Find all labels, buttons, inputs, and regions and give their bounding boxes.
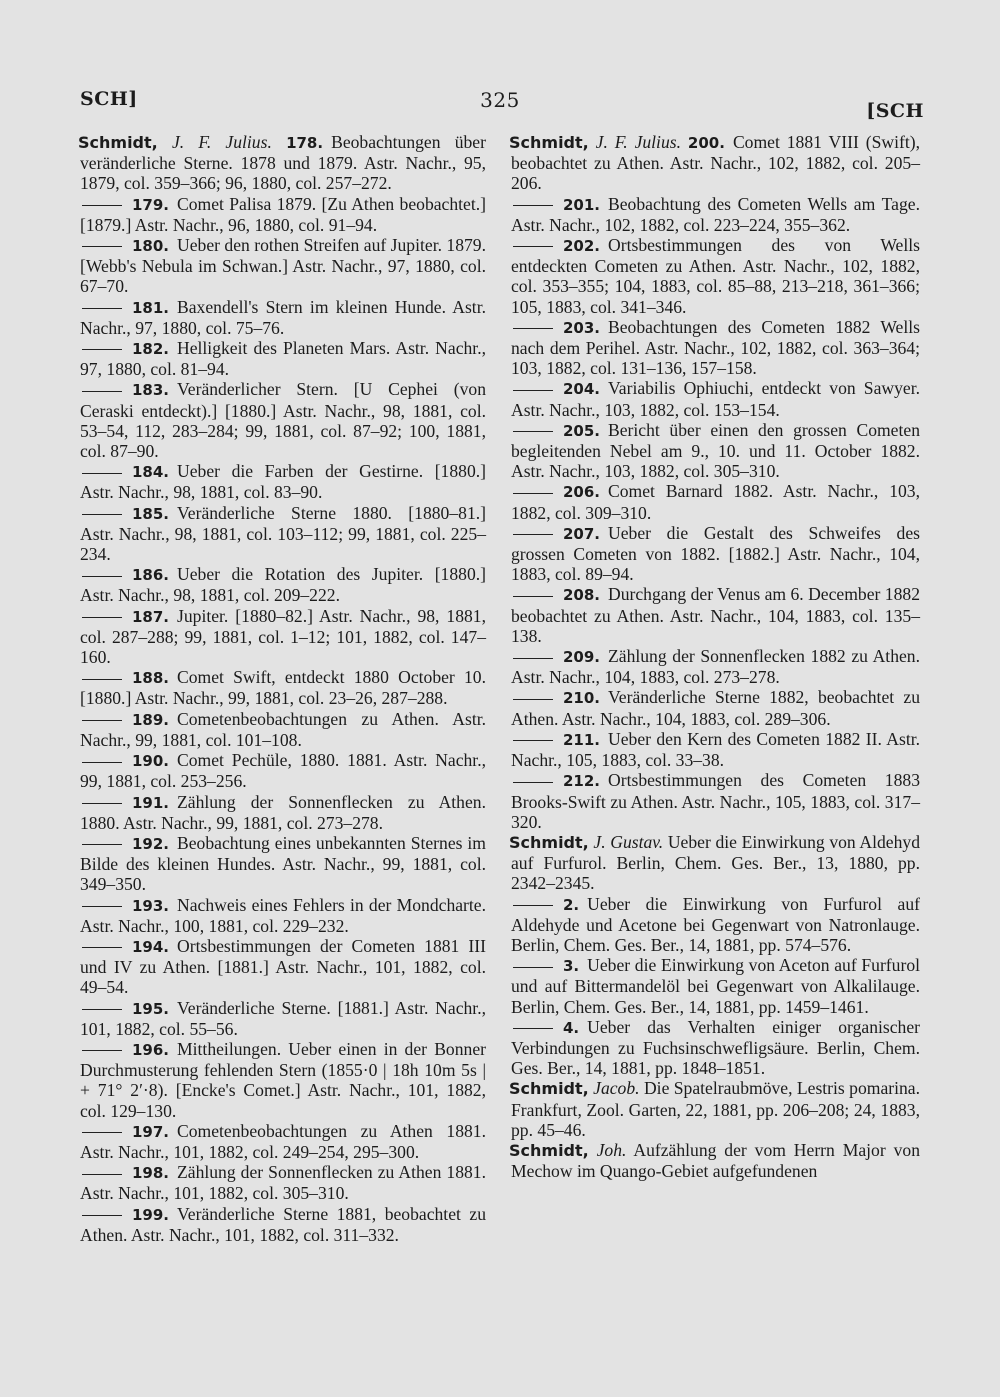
page-number: 325 [480,88,520,112]
entry-number: 197. [132,1122,170,1141]
entry-number: 208. [563,586,601,605]
bibliography-entry [80,1162,486,1203]
entry-text: Ueber die Farben der Gestirne. [1880.] Astr. Nachr., 98, 1881, col. 83–90. [80,461,486,503]
ditto-dash [82,1174,122,1175]
ditto-dash [82,617,122,618]
entry-text: Zählung der Sonnenflecken zu Athen 1881. Astr. Nachr., 101, 1882, col. 305–310. [80,1162,486,1204]
entry-number: 212. [563,772,601,791]
ditto-dash [82,246,122,247]
entry-text: Ortsbestimmungen des Cometen 1883 Brooks-Swift zu Athen. Astr. Nachr., 105, 1883, col. 317–320. [511,770,920,832]
entry-number: 210. [563,689,601,708]
bibliography-entry [80,379,486,461]
entry-number: 186. [132,566,170,585]
bibliography-entry [80,792,486,833]
entry-text: Ueber den rothen Streifen auf Jupiter. 1879. [Webb's Nebula im Schwan.] Astr. Nachr., 97, 1880, col. 67–70. [80,235,486,297]
bibliography-entry [80,709,486,750]
ditto-dash [82,1132,122,1133]
ditto-dash [513,390,553,391]
header-left: SCH] [80,88,138,110]
entry-text: Beobachtungen des Cometen 1882 Wells nach dem Perihel. Astr. Nachr., 102, 1882, col. 363–364; 103, 1882, col. 131–136, 157–158. [511,316,920,379]
ditto-dash [513,1028,553,1029]
bibliography-entry [511,420,920,482]
entry-number: 179. [132,195,170,214]
author-given-name: Jacob. [593,1078,640,1099]
entry-number: 209. [563,648,601,667]
ditto-dash [513,740,553,741]
entry-number: 3. [563,957,580,976]
entry-text: Cometenbeobachtungen zu Athen 1881. Astr. Nachr., 101, 1882, col. 249–254, 295–300. [80,1120,486,1162]
entry-number: 188. [132,669,170,688]
bibliography-entry [511,1140,920,1181]
bibliography-entry [511,955,920,1017]
entry-text: Jupiter. [1880–82.] Astr. Nachr., 98, 1881, col. 287–288; 99, 1881, col. 1–12; 101, 1882, col. 147–160. [80,605,486,668]
bibliography-entry [80,1204,486,1245]
bibliography-entry [511,584,920,646]
entry-number: 4. [563,1018,580,1037]
ditto-dash [82,720,122,721]
author-given-name: J. Gustav. [593,831,664,852]
entry-number: 202. [563,237,601,256]
entry-number: 184. [132,463,170,482]
entry-text: Veränderlicher Stern. [U Cephei (von Ceraski entdeckt).] [1880.] Astr. Nachr., 98, 1881, col. 53–54, 112, 283–284; 99, 1881, col. 87–92; 100, 1881, col. 87–90. [80,379,486,462]
entry-text: Variabilis Ophiuchi, entdeckt von Sawyer. Astr. Nachr., 103, 1882, col. 153–154. [511,378,920,420]
entry-number: 206. [563,483,601,502]
entry-number: 2. [563,895,580,914]
entry-text: Baxendell's Stern im kleinen Hunde. Astr. Nachr., 97, 1880, col. 75–76. [80,296,486,338]
entry-text: Helligkeit des Planeten Mars. Astr. Nachr., 97, 1880, col. 81–94. [80,338,486,380]
entry-number: 195. [132,999,170,1018]
bibliography-entry [80,338,486,379]
entry-number: 201. [563,195,601,214]
entry-text: Cometenbeobachtungen zu Athen. Astr. Nachr., 99, 1881, col. 101–108. [80,708,486,750]
entry-text: Nachweis eines Fehlers in der Mondcharte. Astr. Nachr., 100, 1881, col. 229–232. [80,894,486,936]
entry-number: 187. [132,607,170,626]
author-given-name: Joh. [596,1139,627,1160]
ditto-dash [513,905,553,906]
author-name: Schmidt, [509,1079,589,1099]
ditto-dash [513,431,553,432]
entry-text: Zählung der Sonnenflecken 1882 zu Athen. Astr. Nachr., 104, 1883, col. 273–278. [511,646,920,688]
entry-number: 182. [132,340,170,359]
bibliography-entry [80,297,486,338]
bibliography-entry [511,523,920,585]
bibliography-entry [80,936,486,998]
entry-number: 178. [286,134,324,152]
author-name: Schmidt, [509,133,589,152]
entry-number: 205. [563,421,601,440]
ditto-dash [82,349,122,350]
ditto-dash [82,391,122,392]
ditto-dash [513,534,553,535]
ditto-dash [82,906,122,907]
entry-text: Ueber den Kern des Cometen 1882 II. Astr. Nachr., 105, 1883, col. 33–38. [511,728,920,771]
ditto-dash [513,205,553,206]
bibliography-entry [80,1039,486,1121]
entry-number: 193. [132,896,170,915]
bibliography-entry [511,894,920,956]
ditto-dash [82,803,122,804]
entry-text: Comet Barnard 1882. Astr. Nachr., 103, 1882, col. 309–310. [511,481,920,523]
ditto-dash [82,762,122,763]
ditto-dash [513,699,553,700]
entry-number: 181. [132,298,170,317]
entry-number: 189. [132,710,170,729]
entry-text: Durchgang der Venus am 6. December 1882 beobachtet zu Athen. Astr. Nachr., 104, 1883, col. 135–138. [511,584,920,646]
entry-text: Veränderliche Sterne. [1881.] Astr. Nachr., 101, 1882, col. 55–56. [80,997,486,1039]
bibliography-entry [80,998,486,1039]
entry-number: 180. [132,237,170,256]
bibliography-entry [511,646,920,687]
entry-text: Ortsbestimmungen des von Wells entdeckten Cometen zu Athen. Astr. Nachr., 102, 1882, col. 353–355; 104, 1883, col. 85–88, 213–218, 361–366; 105, 1883, col. 341–346. [511,235,920,317]
entry-text: Comet Pechüle, 1880. 1881. Astr. Nachr., 99, 1881, col. 253–256. [80,750,486,792]
entry-number: 204. [563,380,601,399]
bibliography-entry [511,729,920,770]
bibliography-entry [511,687,920,728]
entry-text: Ortsbestimmungen der Cometen 1881 III und IV zu Athen. [1881.] Astr. Nachr., 101, 1882, col. 49–54. [80,935,486,998]
bibliography-entry [80,750,486,791]
right-column [511,132,920,1181]
entry-number: 211. [563,730,601,749]
entry-text: Veränderliche Sterne 1880. [1880–81.] Astr. Nachr., 98, 1881, col. 103–112; 99, 1881, col. 225–234. [80,502,486,565]
author-name: Schmidt, [509,832,589,852]
ditto-dash [82,947,122,948]
entry-number: 190. [132,752,170,771]
bibliography-entry [80,833,486,895]
ditto-dash [513,493,553,494]
ditto-dash [82,1009,122,1010]
ditto-dash [82,576,122,577]
bibliography-entry [80,606,486,668]
bibliography-entry [80,564,486,605]
entry-text: Beobachtung des Cometen Wells am Tage. Astr. Nachr., 102, 1882, col. 223–224, 355–362. [511,193,920,235]
bibliography-entry [511,317,920,379]
entry-text: Beobachtung eines unbekannten Sternes im Bilde des kleinen Hundes. Astr. Nachr., 99, 1881, col. 349–350. [80,832,486,895]
bibliography-entry [80,503,486,565]
entry-number: 194. [132,937,170,956]
entry-text: Comet 1881 VIII (Swift), beobachtet zu Athen. Astr. Nachr., 102, 1882, col. 205–206. [511,132,920,194]
ditto-dash [82,308,122,309]
entry-number: 183. [132,381,170,400]
ditto-dash [513,782,553,783]
bibliography-entry [80,895,486,936]
author-given-name: J. F. Julius. [595,132,681,152]
ditto-dash [513,328,553,329]
bibliography-entry [511,832,920,894]
entry-number: 192. [132,834,170,853]
entry-number: 185. [132,504,170,523]
ditto-dash [82,1050,122,1051]
bibliography-entry [80,132,486,194]
left-column [80,132,486,1245]
entry-text: Ueber die Rotation des Jupiter. [1880.] Astr. Nachr., 98, 1881, col. 209–222. [80,564,486,606]
bibliography-entry [80,194,486,235]
entry-number: 200. [687,134,725,152]
author-given-name: J. F. Julius. [171,132,272,152]
header-right: [SCH [866,100,924,122]
ditto-dash [82,679,122,680]
entry-text: Comet Palisa 1879. [Zu Athen beobachtet.] [1879.] Astr. Nachr., 96, 1880, col. 91–94. [80,193,486,235]
entry-text: Ueber die Einwirkung von Furfurol auf Aldehyde und Acetone bei Gegenwart von Natronlauge. Berlin, Chem. Ges. Ber., 14, 1881, pp. 574–576. [511,893,920,955]
entry-text: Aufzählung der vom Herrn Major von Mechow im Quango-Gebiet aufgefundenen [511,1139,920,1182]
entry-number: 196. [132,1040,170,1059]
entry-text: Beobachtungen über veränderliche Sterne. 1878 und 1879. Astr. Nachr., 95, 1879, col. 359–366; 96, 1880, col. 257–272. [80,132,486,194]
entry-text: Zählung der Sonnenflecken zu Athen. 1880. Astr. Nachr., 99, 1881, col. 273–278. [80,791,486,833]
bibliography-entry [511,194,920,235]
entry-text: Ueber die Einwirkung von Aceton auf Furfurol und auf Bittermandelöl bei Gegenwart von Alkalilauge. Berlin, Chem. Ges. Ber., 14, 1881, pp. 1459–1461. [511,955,920,1017]
bibliography-entry [80,461,486,502]
ditto-dash [513,658,553,659]
entry-text: Veränderliche Sterne 1882, beobachtet zu Athen. Astr. Nachr., 104, 1883, col. 289–306. [511,687,920,729]
bibliography-entry [511,235,920,317]
ditto-dash [513,246,553,247]
ditto-dash [82,205,122,206]
entry-text: Ueber die Einwirkung von Aldehyd auf Furfurol. Berlin, Chem. Ges. Ber., 13, 1880, pp. 2342–2345. [511,831,920,894]
entry-text: Veränderliche Sterne 1881, beobachtet zu Athen. Astr. Nachr., 101, 1882, col. 311–332. [80,1203,486,1245]
entry-number: 207. [563,524,601,543]
entry-text: Die Spatelraubmöve, Lestris pomarina. Frankfurt, Zool. Garten, 22, 1881, pp. 206–208; 24, 1883, pp. 45–46. [511,1078,921,1140]
bibliography-entry [511,1078,920,1140]
ditto-dash [513,596,553,597]
ditto-dash [513,967,553,968]
entry-text: Ueber die Gestalt des Schweifes des grossen Cometen von 1882. [1882.] Astr. Nachr., 104, 1883, col. 89–94. [511,522,920,585]
bibliography-entry [511,378,920,419]
entry-text: Bericht über einen den grossen Cometen begleitenden Nebel am 9., 10. und 11. October 1882. Astr. Nachr., 103, 1882, col. 305–310. [511,419,920,482]
bibliography-entry [80,235,486,297]
bibliography-entry [80,667,486,708]
entry-text: Mittheilungen. Ueber einen in der Bonner Durchmusterung fehlenden Stern (1855·0 | 18h 10m 5s | + 71° 2′·8). [Encke's Comet.] Astr. Nachr., 101, 1882, col. 129–130. [80,1038,486,1121]
entry-number: 203. [563,318,601,337]
ditto-dash [82,1215,122,1216]
ditto-dash [82,844,122,845]
entry-text: Comet Swift, entdeckt 1880 October 10. [1880.] Astr. Nachr., 99, 1881, col. 23–26, 287–288. [80,667,486,709]
bibliography-entry [511,1017,920,1079]
entry-text: Ueber das Verhalten einiger organischer Verbindungen zu Fuchsinschwefligsäure. Berlin, Chem. Ges. Ber., 14, 1881, pp. 1848–1851. [511,1016,920,1079]
bibliography-entry [511,770,920,832]
ditto-dash [82,514,122,515]
author-name: Schmidt, [509,1140,589,1160]
entry-number: 191. [132,793,170,812]
bibliography-entry [511,132,920,194]
entry-number: 199. [132,1205,170,1224]
author-name: Schmidt, [78,133,158,152]
bibliography-entry [511,481,920,522]
entry-number: 198. [132,1164,170,1183]
ditto-dash [82,473,122,474]
bibliography-entry [80,1121,486,1162]
